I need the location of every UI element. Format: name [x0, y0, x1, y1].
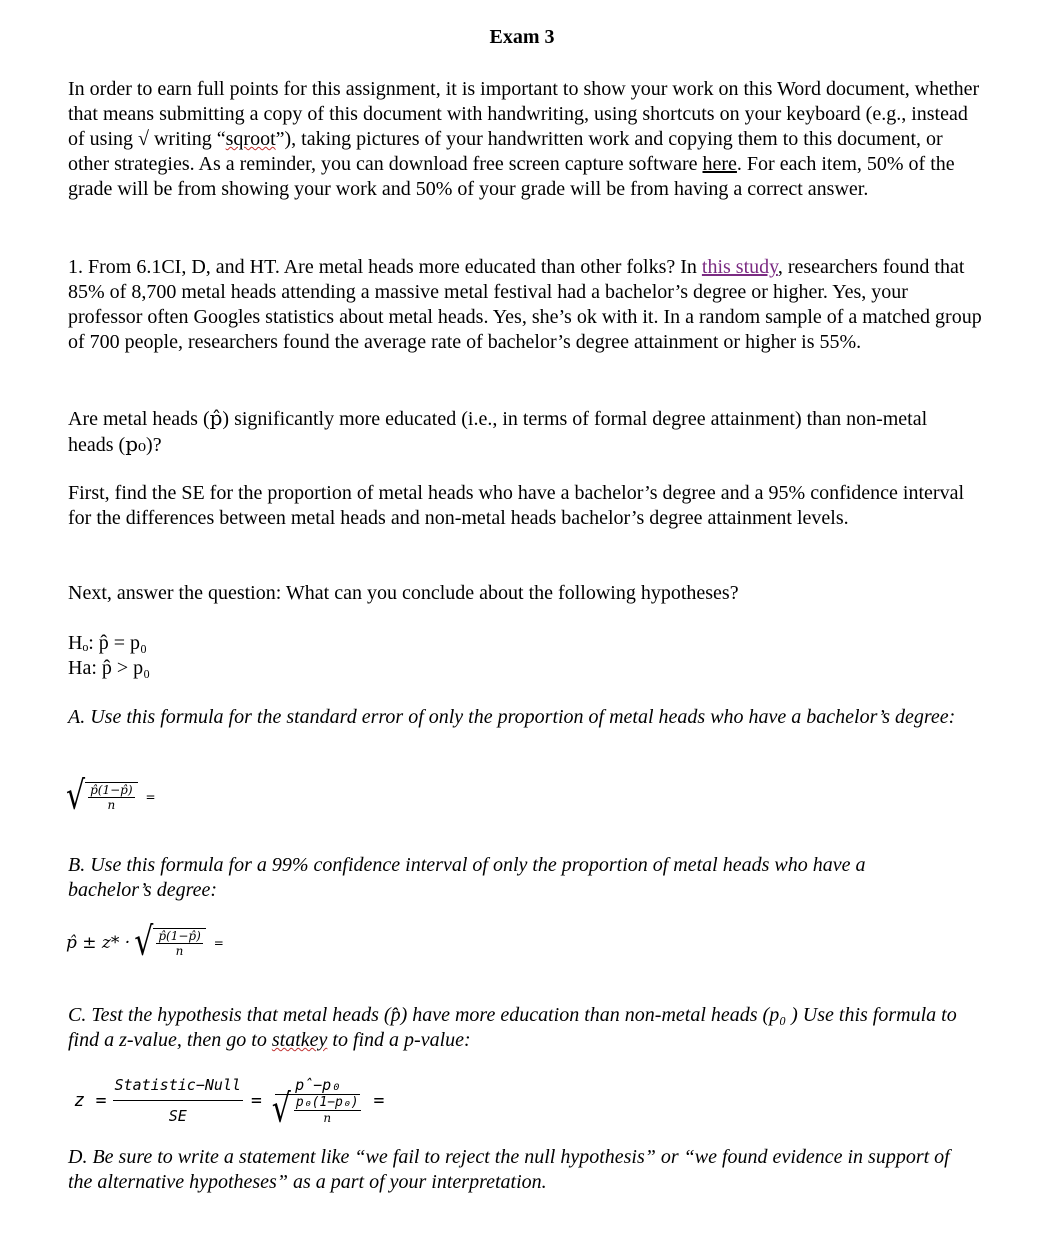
this-study-link[interactable]: this study — [701, 256, 778, 278]
question-1-paragraph: 1. From 6.1CI, D, and HT. Are metal heads more educated than other folks? In this study, researchers found that 85% of 8,700 metal heads attending a massive metal festival had a bachelor’s degree or higher. Yes, your professor often Googles statistics about metal heads. Yes, she’s ok with it. In a random sample of a matched group of 700 people, researchers found the average rate of bachelor’s degree attainment or higher is 55%. — [68, 256, 982, 353]
null-hypothesis: Hₒ: p̂ = p₀ — [68, 632, 148, 654]
statkey-link[interactable]: statkey — [271, 1029, 328, 1051]
page-title: Exam 3 — [489, 26, 555, 48]
part-a-text: A. Use this formula for the standard error of only the proportion of metal heads who have a bachelor’s degree: — [68, 706, 956, 728]
sqrt-symbol: √ — [134, 919, 154, 966]
research-question: Are metal heads (p̂) significantly more educated (i.e., in terms of formal degree attainment) than non-metal heads (p₀)? — [68, 406, 928, 456]
alternative-hypothesis: Ha: p̂ > p₀ — [68, 657, 151, 679]
here-link[interactable]: here — [702, 153, 737, 175]
sqroot-word: sqroot — [225, 128, 276, 150]
z-formula: z = $\frac{\text{Statistic−Null}}{SE}$ = p̂−p₀ √ $\frac{\text{p₀(1−p₀)}}{n}$ = — [74, 1076, 385, 1133]
part-d-text: D. Be sure to write a statement like “we fail to reject the null hypothesis” or “we found evidence in support of the alternative hypotheses” as a part of your interpretation. — [68, 1146, 950, 1193]
ci-formula: p̂ ± z* · √ $\frac{p̂(1-p̂)}{n}$ = — [66, 919, 224, 966]
next-instruction: Next, answer the question: What can you conclude about the following hypotheses? — [68, 582, 739, 604]
intro-paragraph: In order to earn full points for this assignment, it is important to show your work on this Word document, whether that means submitting a copy of this document with handwriting, using shortcuts on your keyboard (e.g., instead of using √ writing “sqroot”), taking pictures of your handwritten work and copying them to this document, or other strategies. As a reminder, you can download free screen capture software here. For each item, 50% of the grade will be from showing your work and 50% of your grade will be from having a correct answer. — [68, 78, 980, 200]
first-instruction: First, find the SE for the proportion of metal heads who have a bachelor’s degree and a 95% confidence interval for the differences between metal heads and non-metal heads bachelor’s degree attainment levels. — [68, 482, 964, 529]
se-formula: √ $\frac{p̂(1-p̂)}{n}$ = — [66, 773, 156, 820]
sqrt-symbol: √ — [271, 1086, 291, 1133]
part-c-text: C. Test the hypothesis that metal heads (p̂) have more education than non-metal heads (p₀ ) Use this formula to find a z-value, then go to statkey to find a p-value: — [68, 1004, 957, 1051]
part-b-text: B. Use this formula for a 99% confidence interval of only the proportion of metal heads who have a bachelor’s degree: — [68, 854, 866, 901]
sqrt-symbol: √ — [66, 773, 86, 820]
